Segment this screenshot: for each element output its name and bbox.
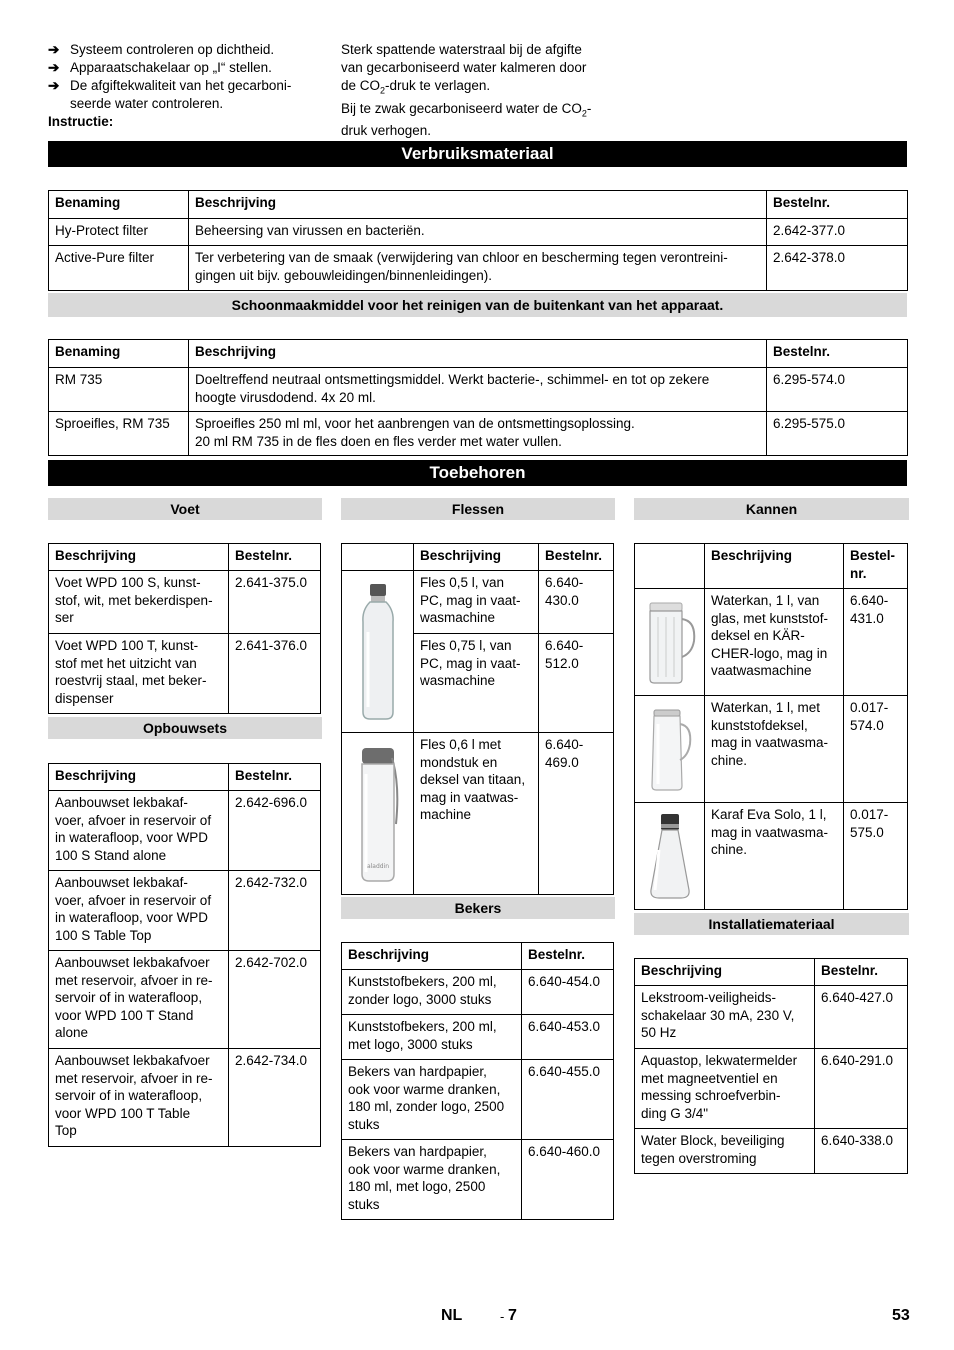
table-row: Lekstroom-veiligheids- schakelaar 30 mA, 230 V, 50 Hz 6.640-427.0 [635, 986, 908, 1049]
table-row: Fles 0,75 l, van PC, mag in vaat- wasmachine 6.640- 512.0 [342, 634, 614, 733]
table-row: Voet WPD 100 T, kunst- stof met het uitzicht van roestvrij staal, met beker- dispenser 2.641-376.0 [49, 634, 321, 714]
table-row: Voet WPD 100 S, kunst- stof, wit, met bekerdispen- ser 2.641-375.0 [49, 571, 321, 634]
kannen-table [634, 543, 908, 910]
install-table [634, 958, 908, 1174]
step-1: ➔ Systeem controleren op dichtheid. [48, 42, 275, 57]
table-header-row [49, 191, 908, 219]
table-row: aladdin Fles 0,6 l met mondstuk en deksel van titaan, mag in vaatwas- machine 6.640- 469.0 [342, 733, 614, 895]
subsection-voet: Voet [48, 498, 322, 520]
table-row: Bekers van hardpapier, ook voor warme dranken, 180 ml, met logo, 2500 stuks 6.640-460.0 [342, 1140, 614, 1220]
intro-note [341, 41, 631, 140]
bottle-clear-image [342, 571, 414, 733]
bottle-icon [358, 582, 398, 722]
table-row: Sproeifles, RM 735 Sproeifles 250 ml ml, voor het aanbrengen van de ontsmettingsoplossing. 20 ml RM 735 in de fles doen en fles verder met water vullen. 6.295-575.0 [49, 412, 908, 456]
opbouw-table [48, 763, 321, 1147]
table-row: Active-Pure filter Ter verbetering van de smaak (verwijdering van chloor en bescherming tegen verontreini- gingen uit bijv. gebouwleidingen/binnenleidingen). 2.642-378.0 [49, 246, 908, 291]
table-row: Aquastop, lekwatermelder met magneetventiel en messing schroefverbin- ding G 3/4" 6.640-291.0 [635, 1049, 908, 1129]
subsection-bekers: Bekers [341, 897, 615, 919]
table-row: Water Block, beveiliging tegen overstroming 6.640-338.0 [635, 1129, 908, 1174]
table-row: Hy-Protect filter Beheersing van virussen en bacteriën. 2.642-377.0 [49, 219, 908, 246]
subsection-kannen: Kannen [634, 498, 909, 520]
table-header-row: Beschrijving Bestelnr. [342, 943, 614, 970]
verbruik-table [48, 190, 908, 291]
section-title-toebehoren: Toebehoren [48, 460, 907, 486]
col-benaming: Benaming [49, 191, 189, 219]
table-row: Waterkan, 1 l, van glas, met kunststof- deksel en KÄR- CHER-logo, mag in vaatwasmachine 6.640- 431.0 [635, 589, 908, 696]
step-3: ➔ De afgiftekwaliteit van het gecarboni- [48, 78, 292, 93]
col-beschrijving: Beschrijving [189, 191, 767, 219]
table-row: Kunststofbekers, 200 ml, met logo, 3000 stuks 6.640-453.0 [342, 1015, 614, 1060]
arrow-right-icon: ➔ [48, 78, 60, 93]
note-line: Bij te zwak gecarboniseerd water de $CO_2-$ [341, 100, 592, 119]
table-header-row: Beschrijving Bestelnr. [49, 544, 321, 571]
footer-separator: - [500, 1309, 505, 1324]
step-2: ➔ Apparaatschakelaar op „I“ stellen. [48, 60, 272, 75]
table-row: Aanbouwset lekbakaf- voer, afvoer in reservoir of in waterafloop, voor WPD 100 S Table Top 2.642-732.0 [49, 871, 321, 951]
schoon-table [48, 339, 908, 456]
table-row: Aanbouwset lekbakaf- voer, afvoer in reservoir of in waterafloop, voor WPD 100 S Stand alone 2.642-696.0 [49, 791, 321, 871]
voet-table [48, 543, 321, 714]
table-row: Karaf Eva Solo, 1 l, mag in vaatwasma- chine. 0.017- 575.0 [635, 803, 908, 910]
table-row: Bekers van hardpapier, ook voor warme dranken, 180 ml, zonder logo, 2500 stuks 6.640-455.0 [342, 1060, 614, 1140]
table-row: Aanbouwset lekbakafvoer met reservoir, afvoer in re- servoir of in waterafloop, voor WPD 100 T Table Top 2.642-734.0 [49, 1049, 321, 1147]
section-title-schoonmaakmiddel: Schoonmaakmiddel voor het reinigen van de buitenkant van het apparaat. [48, 293, 907, 317]
table-row: RM 735 Doeltreffend neutraal ontsmettingsmiddel. Werkt bacterie-, schimmel- en tot op zekere hoogte virusdodend. 4x 20 ml. 6.295-574.0 [49, 368, 908, 412]
note-line: de $CO_2$-druk te verlagen. [341, 78, 491, 96]
table-header-row: Beschrijving Bestelnr. [342, 544, 614, 571]
subsection-opbouwsets: Opbouwsets [48, 717, 322, 739]
arrow-right-icon: ➔ [48, 60, 60, 75]
col-bestelnr: Bestelnr. [767, 191, 908, 219]
table-header-row: Beschrijving Bestelnr. [635, 959, 908, 986]
table-row: Kunststofbekers, 200 ml, zonder logo, 3000 stuks 6.640-454.0 [342, 970, 614, 1015]
note-line: druk verhogen. [341, 123, 432, 139]
table-header-row: Benaming Beschrijving Bestelnr. [49, 340, 908, 368]
step-3-cont: seerde water controleren. [70, 96, 224, 111]
flessen-table [341, 543, 614, 895]
subsection-installatiemateriaal: Installatiemateriaal [634, 913, 909, 935]
jug-icon [642, 597, 698, 687]
table-header-row: Beschrijving Bestel- nr. [635, 544, 908, 589]
bottle-icon [356, 744, 400, 884]
table-row: Aanbouwset lekbakafvoer met reservoir, afvoer in re- servoir of in waterafloop, voor WPD 100 T Stand alone 2.642-702.0 [49, 951, 321, 1049]
footer-lang: NL [441, 1307, 463, 1324]
footer-chapter-page: 7 [508, 1307, 517, 1324]
instructie-label: Instructie: [48, 114, 114, 129]
carafe-icon [645, 810, 695, 902]
jug-icon [642, 704, 698, 794]
table-row: Waterkan, 1 l, met kunststofdeksel, mag in vaatwasma- chine. 0.017- 574.0 [635, 696, 908, 803]
subsection-flessen: Flessen [341, 498, 615, 520]
intro-steps [48, 41, 328, 131]
table-row: Fles 0,5 l, van PC, mag in vaat- wasmachine 6.640- 430.0 [342, 571, 614, 634]
jug-plastic-image [635, 696, 705, 803]
page-number: 53 [892, 1307, 910, 1324]
table-header-row: Beschrijving Bestelnr. [49, 764, 321, 791]
section-title-verbruiksmateriaal: Verbruiksmateriaal [48, 141, 907, 167]
arrow-right-icon: ➔ [48, 42, 60, 57]
carafe-image [635, 803, 705, 910]
note-line: van gecarboniseerd water kalmeren door [341, 60, 587, 75]
jug-glass-image [635, 589, 705, 696]
bottle-aladdin-image [342, 733, 414, 895]
bottle-brand-logo: aladdin [366, 862, 389, 870]
note-line: Sterk spattende waterstraal bij de afgifte [341, 42, 582, 57]
bekers-table [341, 942, 614, 1220]
